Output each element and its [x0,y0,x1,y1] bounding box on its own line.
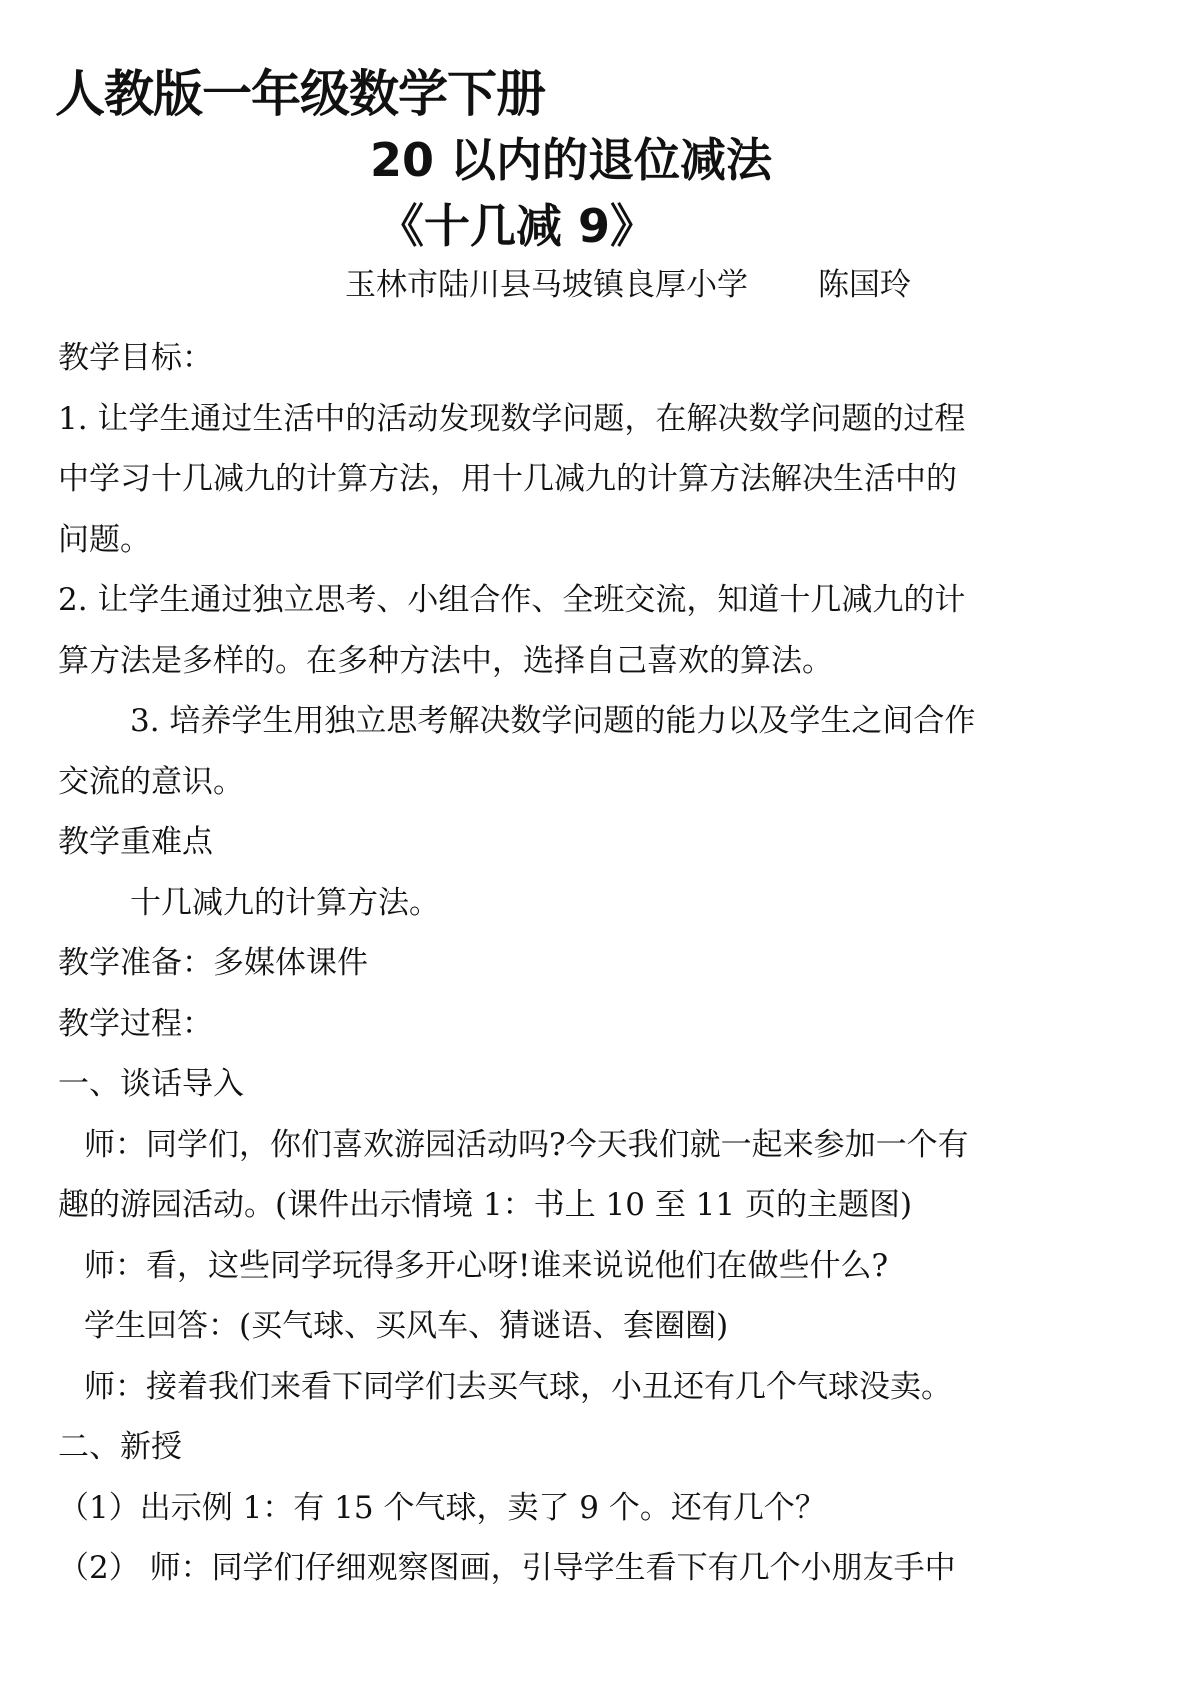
document-body [58,328,1138,1599]
objective-1-line-3: 问题。 [58,521,151,558]
document-title: 人教版一年级数学下册 [55,65,545,123]
section-1-heading: 一、谈话导入 [58,1066,244,1102]
objective-3-line-1: 3. 培养学生用独立思考解决数学问题的能力以及学生之间合作 [130,703,976,739]
author-line [345,262,911,308]
key-points-heading: 教学重难点 [58,824,213,860]
section-1-paragraph-1-line-2: 趣的游园活动。(课件出示情境 1：书上 10 至 11 页的主题图) [58,1187,913,1223]
lesson-title: 《十几减 9》 [378,199,657,253]
objective-1-line-2: 中学习十几减九的计算方法，用十几减九的计算方法解决生活中的 [58,461,957,497]
objective-1-line-1: 1. 让学生通过生活中的活动发现数学问题，在解决数学问题的过程 [58,400,966,437]
section-1-paragraph-4: 师：接着我们来看下同学们去买气球，小丑还有几个气球没卖。 [84,1368,952,1405]
section-2-heading: 二、新授 [58,1429,182,1465]
objective-2-line-1: 2. 让学生通过独立思考、小组合作、全班交流，知道十几减九的计 [58,582,966,618]
document-subtitle: 20 以内的退位减法 [370,133,773,187]
objectives-heading: 教学目标： [58,340,213,376]
author-name: 陈国玲 [818,267,911,303]
section-1-paragraph-1-line-1: 师：同学们，你们喜欢游园活动吗?今天我们就一起来参加一个有 [84,1126,969,1163]
school-name: 玉林市陆川县马坡镇良厚小学 [345,267,748,303]
section-2-item-2: （2） 师：同学们仔细观察图画，引导学生看下有几个小朋友手中 [58,1550,956,1586]
section-1-paragraph-3: 学生回答：(买气球、买风车、猜谜语、套圈圈) [84,1308,729,1344]
teaching-preparation: 教学准备：多媒体课件 [58,945,368,981]
objective-3-line-2: 交流的意识。 [58,763,244,800]
section-1-paragraph-2: 师：看，这些同学玩得多开心呀!谁来说说他们在做些什么? [84,1247,889,1284]
section-2-item-1: （1）出示例 1：有 15 个气球，卖了 9 个。还有几个？ [58,1489,826,1526]
key-points-text: 十几减九的计算方法。 [130,884,440,921]
objective-2-line-2: 算方法是多样的。在多种方法中，选择自己喜欢的算法。 [58,642,833,679]
process-heading: 教学过程： [58,1005,213,1042]
